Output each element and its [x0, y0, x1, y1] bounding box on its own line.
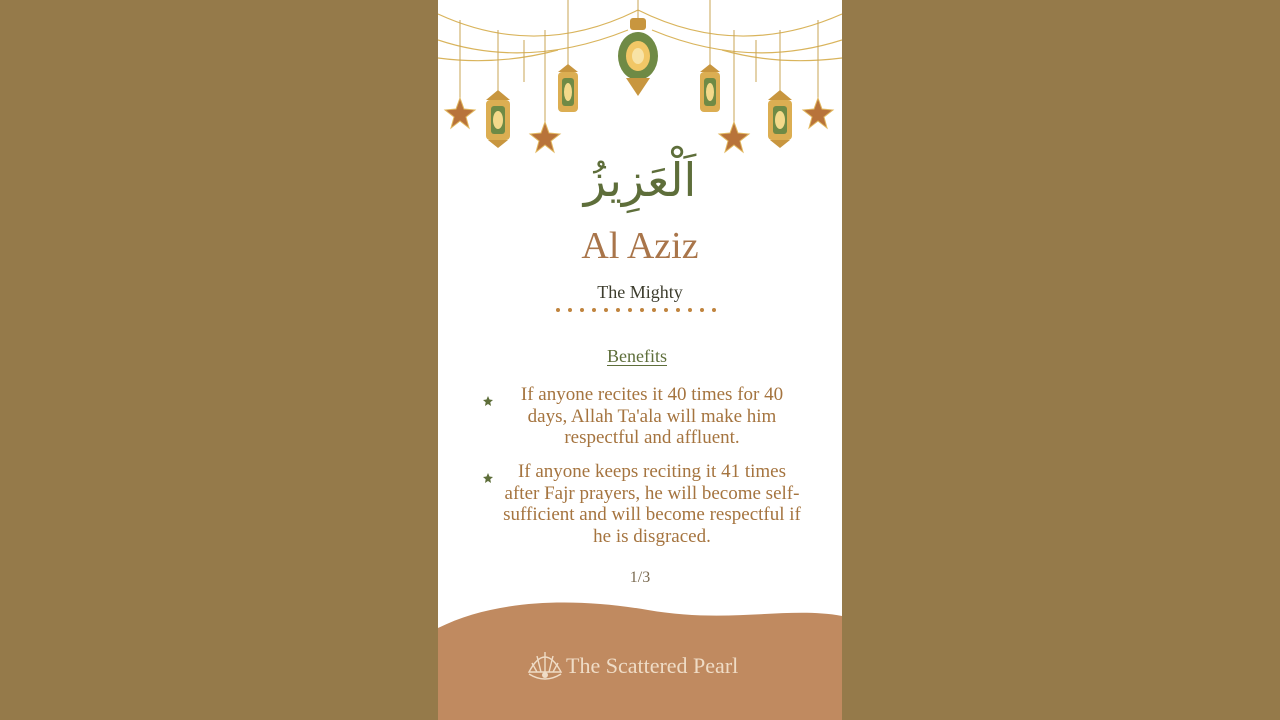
- crescent-icon: [752, 82, 762, 102]
- benefits-heading: Benefits: [607, 346, 667, 366]
- lantern-decoration: [438, 0, 842, 160]
- crescent-icon: [520, 82, 530, 102]
- story-card: [438, 0, 842, 720]
- english-name: Al Aziz: [581, 225, 699, 267]
- hanging-lantern-icon: [558, 64, 578, 112]
- center-lantern-icon: [618, 18, 658, 96]
- pearl-shell-logo-icon: [526, 648, 564, 684]
- meaning: The Mighty: [597, 282, 683, 302]
- star-icon: [803, 98, 833, 128]
- benefit-text: If anyone recites it 40 times for 40 days, Allah Ta'ala will make him respectful and affluent.: [520, 384, 784, 448]
- crescent-star-bullet-icon: [468, 465, 498, 493]
- star-icon: [445, 98, 475, 128]
- crescent-star-bullet-icon: [468, 388, 498, 416]
- brand-footer: [526, 646, 786, 686]
- page-indicator: 1/3: [629, 569, 651, 586]
- brand-name: The Scattered Pearl: [566, 653, 739, 678]
- benefit-text: If anyone keeps reciting it 41 times after Fajr prayers, he will become self-sufficient and will become respectful if he is disgraced.: [503, 461, 801, 547]
- dotted-divider: [554, 306, 720, 314]
- arabic-name: اَلْعَزِيزُ: [583, 153, 697, 207]
- hanging-lantern-icon: [700, 64, 720, 112]
